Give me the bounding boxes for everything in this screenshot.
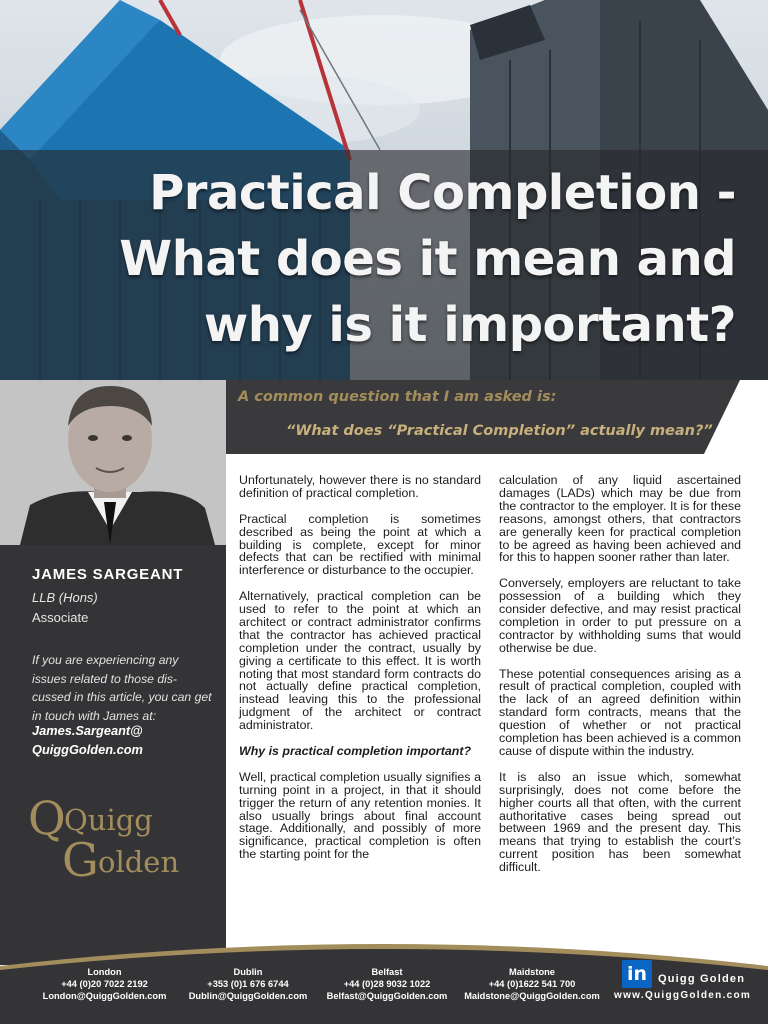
paragraph: calculation of any liquid ascertained damages (LADs) which may be due from the contractor to the employer. It is for these reasons, amongst others, that contractors are generally keen for practical completion to be agreed as having been achieved and for this to happen sooner rather than later.	[499, 473, 741, 565]
linkedin-icon[interactable]: in	[622, 960, 652, 988]
article-column-left	[239, 474, 481, 874]
office-city: Belfast	[371, 967, 403, 977]
quigg-golden-logo	[26, 790, 196, 880]
author-portrait	[0, 380, 226, 545]
author-degree: LLB (Hons)	[32, 590, 98, 605]
hero-banner	[0, 0, 768, 380]
logo-word-2: olden	[98, 845, 180, 879]
office-email[interactable]: Maidstone@QuiggGolden.com	[464, 991, 600, 1002]
paragraph: It is also an issue which, somewhat surprisingly, does not come before the higher courts all that often, with the current authoritative cases being spread out between 1969 and the present day. This means that trying to establish the court’s current position has been somewhat difficult.	[499, 769, 741, 875]
office-maidstone	[458, 966, 606, 1003]
paragraph: These potential consequences arising as a result of practical completion, coupled with the lack of an agreed definition within standard form contracts, means that the question of whether or not practical completion has been achieved is a common cause of dispute within the industry.	[499, 666, 741, 758]
article-column-right	[499, 474, 741, 887]
office-phone[interactable]: +44 (0)28 9032 1022	[343, 979, 431, 990]
office-phone[interactable]: +44 (0)20 7022 2192	[61, 979, 148, 990]
paragraph: Well, practical completion usually signifies a turning point in a project, in that it should trigger the return of any retention monies. It also usually brings about final account stage. Additionally, and possibly of more significance, practical completion is often the starting point for the	[239, 769, 481, 862]
author-photo	[0, 380, 226, 545]
office-city: Maidstone	[509, 967, 555, 977]
banner-question: “What does “Practical Completion” actually mean?”	[286, 423, 713, 439]
author-name: JAMES SARGEANT	[32, 566, 184, 583]
contact-email-link[interactable]	[32, 722, 212, 759]
banner-lead: A common question that I am asked is:	[238, 389, 557, 405]
footer-brand: Quigg Golden	[658, 973, 746, 985]
office-belfast	[318, 966, 456, 1003]
paragraph: Practical completion is sometimes described as being the point at which a building is complete, except for minor defects that can be rectified with minimal interference or disturbance to the occupier.	[239, 511, 481, 578]
contact-note: If you are experiencing any issues related to those dis-cussed in this article, you can get in touch with James at:	[32, 653, 212, 723]
office-dublin	[178, 966, 318, 1003]
paragraph: Unfortunately, however there is no standard definition of practical completion.	[239, 473, 481, 500]
paragraph: Conversely, employers are reluctant to take possession of a building which they consider defective, and may resist practical completion in order to put pressure on a contractor by withholding sums that would otherwise be due.	[499, 576, 741, 655]
title-line: What does it mean and	[119, 231, 736, 287]
office-city: Dublin	[233, 967, 263, 977]
office-email[interactable]: London@QuiggGolden.com	[42, 991, 167, 1002]
logo-initial-g: G	[62, 833, 99, 880]
office-email[interactable]: Belfast@QuiggGolden.com	[326, 991, 448, 1002]
paragraph: Alternatively, practical completion can be used to refer to the point at which an architect or contract administrator confirms that the contractor has achieved practical completion under the contract, usually by giving a certificate to this effect. It is worth noting that most standard form contracts do not actually define practical completion, instead leaving this to the professional judgment of the architect or contract administrator.	[239, 589, 481, 733]
office-phone[interactable]: +44 (0)1622 541 700	[488, 979, 576, 990]
office-london	[32, 966, 177, 1003]
office-phone[interactable]: +353 (0)1 676 6744	[207, 979, 289, 990]
title-line: Practical Completion -	[149, 165, 736, 221]
office-email[interactable]: Dublin@QuiggGolden.com	[188, 991, 308, 1002]
title-line: why is it important?	[203, 297, 736, 353]
author-role: Associate	[32, 610, 89, 625]
email-line: QuiggGolden.com	[32, 741, 143, 757]
office-city: London	[87, 967, 122, 977]
website-link[interactable]: www.QuiggGolden.com	[614, 990, 752, 1001]
email-line: James.Sargeant@	[32, 723, 143, 738]
logo-word-1: Quigg	[64, 803, 153, 837]
logo-initial-q: Q	[28, 791, 66, 845]
page-title	[16, 160, 736, 358]
section-subheading: Why is practical completion important?	[239, 743, 472, 758]
